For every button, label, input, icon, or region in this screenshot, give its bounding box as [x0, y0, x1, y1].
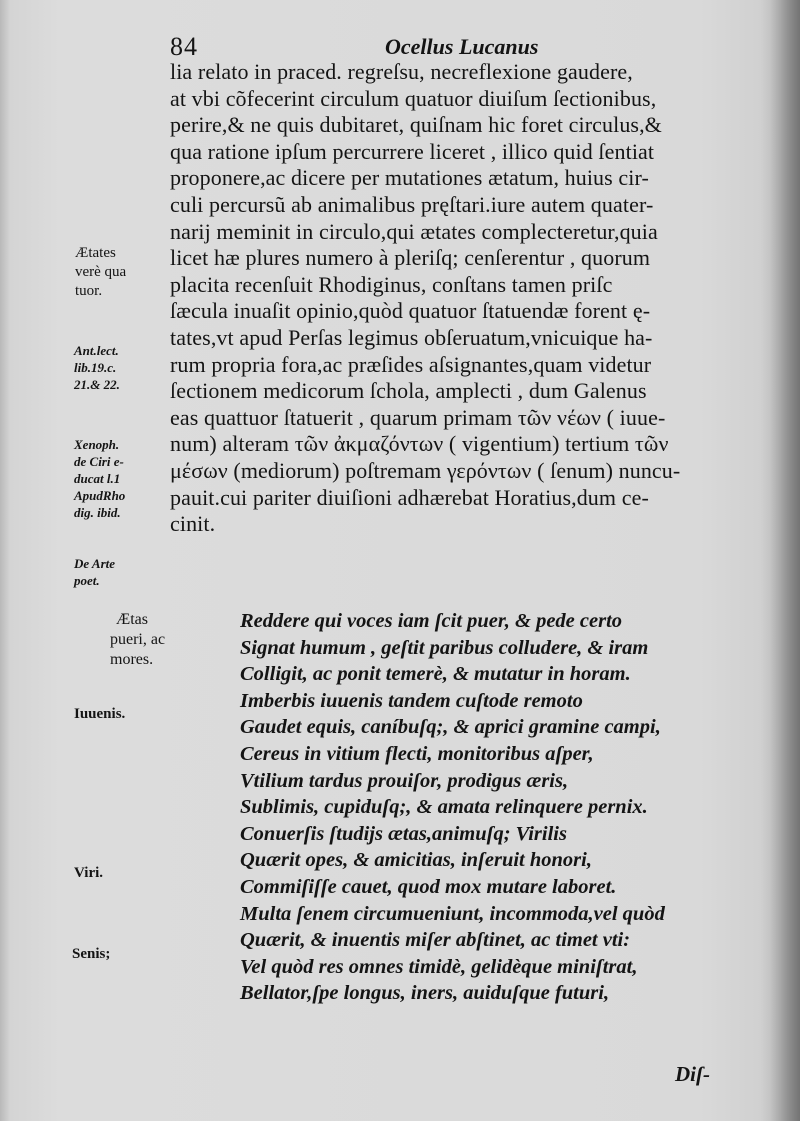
- body-line: rum propria fora,ac præſides aſsignantes,quam videtur: [170, 351, 652, 377]
- verse-line: Conuerſis ſtudijs ætas,animuſq; Virilis: [240, 822, 567, 845]
- verse-line: Vtilium tardus prouiſor, prodigus æris,: [240, 769, 569, 792]
- body-text: [170, 59, 762, 538]
- verse-line: Quærit, & inuentis miſer abſtinet, ac timet vti:: [240, 929, 631, 952]
- margin-note-aetas-pueri: [110, 610, 165, 670]
- margin-note-line: De Arte: [74, 556, 116, 571]
- margin-note-line: Iuuenis.: [74, 706, 126, 722]
- verse-line: Vel quòd res omnes timidè, gelidèque miniſtrat,: [240, 955, 638, 978]
- margin-note-line: Senis;: [72, 946, 111, 962]
- body-line: placita recenſuit Rhodiginus, conſtans tamen priſc: [170, 271, 613, 297]
- body-line: tates,vt apud Perſas legimus obſeruatum,vnicuique ha-: [170, 324, 653, 350]
- horace-verse-quotation: [240, 608, 770, 1007]
- body-line: proponere,ac dicere per mutationes ætatum, huius cir-: [170, 165, 649, 191]
- margin-note-line: Xenoph.: [74, 437, 120, 452]
- verse-line: Multa ſenem circumueniunt, incommoda,vel quòd: [240, 902, 665, 925]
- running-head: Ocellus Lucanus: [385, 34, 539, 59]
- margin-note-line: de Ciri e-: [74, 454, 124, 469]
- margin-note-line: mores.: [110, 651, 154, 668]
- verse-line: Quærit opes, & amicitias, inſeruit honori,: [240, 849, 592, 872]
- body-line: perire,& ne quis dubitaret, quiſnam hic foret circulus,&: [170, 112, 662, 138]
- margin-notes: [0, 0, 165, 1121]
- body-line: narij meminit in circulo,qui ætates complecteretur,quia: [170, 218, 658, 244]
- body-line: lia relato in praced. regreſsu, necreflexione gaudere,: [170, 59, 633, 84]
- margin-note-aetates: [75, 244, 126, 301]
- catchword: Diſ-: [675, 1062, 710, 1086]
- body-line: num) alteram τῶν ἀκμαζόντων ( vigentium) tertium τῶν: [170, 431, 669, 457]
- margin-note-line: ducat l.1: [74, 471, 121, 486]
- body-line: μέσων (mediorum) poſtremam γερόντων ( ſenum) nuncu-: [170, 457, 681, 483]
- margin-note-xenoph: [74, 436, 125, 521]
- verse-line: Cereus in vitium flecti, monitoribus aſper,: [240, 742, 594, 765]
- margin-note-line: Ætates: [75, 245, 116, 261]
- margin-note-line: pueri, ac: [110, 631, 166, 648]
- margin-note-ant-lect: [74, 342, 120, 393]
- margin-note-line: tuor.: [75, 283, 103, 299]
- margin-note-line: Ætas: [116, 611, 148, 628]
- verse-line: Imberbis iuuenis tandem cuſtode remoto: [240, 689, 583, 712]
- body-line: ſæcula inuaſit opinio,quòd quatuor ſtatuendæ forent ę-: [170, 298, 651, 324]
- margin-note-line: 21.& 22.: [74, 377, 120, 392]
- body-line: qua ratione ipſum percurrere liceret , illico quid ſentiat: [170, 138, 655, 164]
- margin-note-line: poet.: [74, 573, 100, 588]
- verse-line: Gaudet equis, caníbuſq;, & aprici gramine campi,: [240, 716, 661, 739]
- margin-note-line: Ant.lect.: [74, 343, 119, 358]
- page-number: 84: [170, 32, 198, 61]
- margin-note-de-arte: [74, 555, 115, 589]
- body-line: cinit.: [170, 511, 216, 537]
- verse-line: Commiſiſſe cauet, quod mox mutare laboret.: [240, 875, 617, 898]
- verse-line: Signat humum , geſtit paribus colludere, & iram: [240, 636, 649, 659]
- body-line: eas quattuor ſtatuerit , quarum primam τῶν νέων ( iuue-: [170, 404, 666, 430]
- margin-note-line: dig. ibid.: [74, 505, 121, 520]
- verse-line: Bellator,ſpe longus, iners, auiduſque futuri,: [240, 982, 610, 1005]
- verse-line: Reddere qui voces iam ſcit puer, & pede certo: [240, 610, 623, 632]
- body-line: licet hæ plures numero à pleriſq; cenſerentur , quorum: [170, 245, 651, 271]
- body-line: at vbi cõfecerint circulum quatuor diuiſum ſectionibus,: [170, 85, 657, 111]
- margin-note-line: verè qua: [75, 264, 127, 280]
- margin-note-line: Viri.: [74, 865, 104, 881]
- margin-note-viri: [74, 864, 103, 883]
- body-line: pauit.cui pariter diuiſioni adhærebat Horatius,dum ce-: [170, 484, 649, 510]
- margin-note-line: lib.19.c.: [74, 360, 117, 375]
- margin-note-senis: [72, 945, 110, 964]
- body-line: ſectionem medicorum ſchola, amplecti , dum Galenus: [170, 378, 647, 404]
- body-line: culi percursũ ab animalibus pręſtari.iure autem quater-: [170, 191, 654, 217]
- verse-line: Sublimis, cupiduſq;, & amata relinquere pernix.: [240, 796, 648, 819]
- margin-note-line: ApudRho: [74, 488, 126, 503]
- verse-line: Colligit, ac ponit temerè, & mutatur in horam.: [240, 663, 631, 686]
- margin-note-iuuenis: [74, 705, 125, 724]
